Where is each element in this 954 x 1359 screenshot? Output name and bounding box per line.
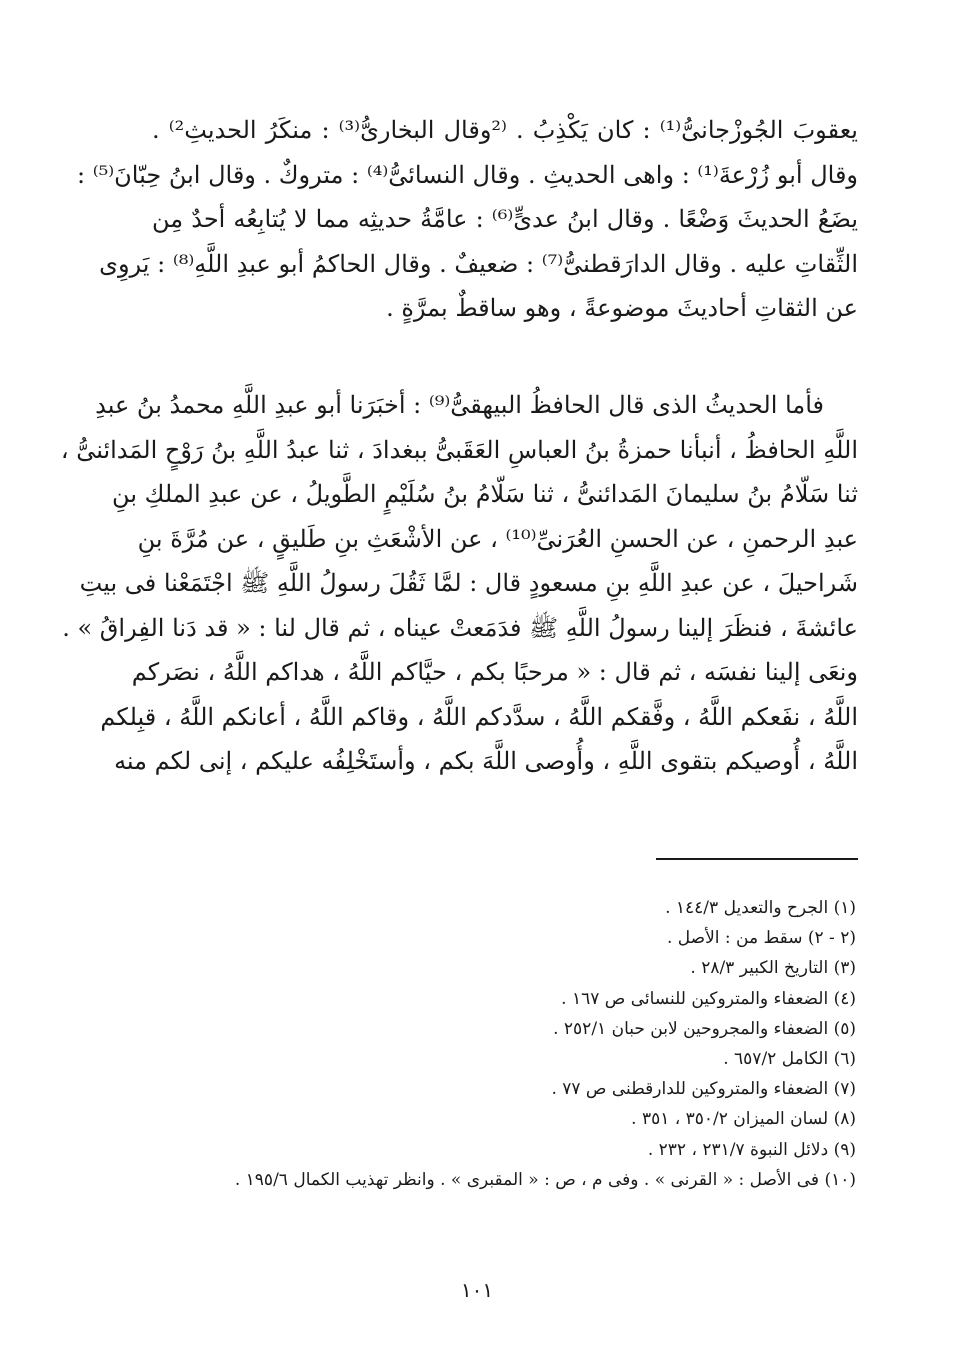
footnote: (٨) لسان الميزان ٣٥٠/٢ ، ٣٥١ . — [631, 1109, 856, 1130]
text-line: اللَّهُ ، أُوصيكم بتقوى اللَّهِ ، وأُوصى اللَّهَ بكم ، وأستَخْلِفُه عليكم ، إنى لكم منه — [114, 747, 858, 775]
footnote: (١) الجرح والتعديل ١٤٤/٣ . — [665, 898, 856, 918]
text-line: يضَعُ الحديثَ وَضْعًا . وقال ابنُ عدىٍّ⁽⁶⁾ : عامَّةُ حديثِه مما لا يُتابِعُه أحدٌ مِن — [152, 205, 859, 233]
text-line: شَراحيلَ ، عن عبدِ اللَّهِ بنِ مسعودٍ قال : لمَّا ثَقُلَ رسولُ اللَّهِ ﷺ اجْتَمَعْنا فى بيتِ — [79, 569, 858, 597]
text-line: عائشةَ ، فنظَرَ إلينا رسولُ اللَّهِ ﷺ فدَمَعتْ عيناه ، ثم قال لنا : « قد دَنا الفِراقُ » . — [62, 613, 858, 642]
footnote: (١٠) فى الأصل : « القرنى » . وفى م ، ص : « المقبرى » . وانظر تهذيب الكمال ١٩٥/٦ . — [234, 1169, 856, 1190]
footnote-separator — [656, 858, 858, 860]
text-line: ثنا سَلّامُ بنُ سليمانَ المَدائنىُّ ، ثنا سَلّامُ بنُ سُلَيْمٍ الطَّويلُ ، عن عبدِ الملكِ بنِ — [112, 480, 858, 508]
text-line: وقال أبو زُرْعةَ⁽¹⁾ : واهى الحديثِ . وقال النسائىُّ⁽⁴⁾ : متروكٌ . وقال ابنُ حِبّانَ⁽⁵⁾ : — [77, 160, 858, 189]
text-line: اللَّهِ الحافظُ ، أنبأنا حمزةُ بنُ العباسِ العَقَبىُّ ببغدادَ ، ثنا عبدُ اللَّهِ بنُ رَوْحٍ المَدائنىُّ ، — [60, 435, 858, 464]
footnote: (٢ - ٢) سقط من : الأصل . — [666, 928, 856, 949]
page-number: ١٠١ — [460, 1278, 494, 1302]
text-line: يعقوبَ الجُوزْجانىُّ⁽¹⁾ : كان يَكْذِبُ . ⁽²وقال البخارىُّ⁽³⁾ : منكَرُ الحديثِ²⁾ . — [152, 116, 858, 144]
paragraph-2 — [60, 383, 858, 784]
text-line: ونعَى إلينا نفسَه ، ثم قال : « مرحبًا بكم ، حيَّاكم اللَّهُ ، هداكم اللَّهُ ، نصَركم — [131, 658, 858, 686]
footnotes-list — [156, 893, 856, 1195]
footnote: (٧) الضعفاء والمتروكين للدارقطنى ص ٧٧ . — [551, 1079, 856, 1100]
footnote: (٥) الضعفاء والمجروحين لابن حبان ٢٥٢/١ . — [553, 1018, 856, 1039]
footnote: (٤) الضعفاء والمتروكين للنسائى ص ١٦٧ . — [561, 988, 856, 1009]
footnote: (٣) التاريخ الكبير ٢٨/٣ . — [690, 958, 856, 979]
text-line: عن الثقاتِ أحاديثَ موضوعةً ، وهو ساقطٌ بمرَّةٍ . — [386, 294, 858, 322]
footnote: (٦) الكامل ٦٥٧/٢ . — [723, 1049, 856, 1070]
text-line: فأما الحديثُ الذى قال الحافظُ البيهقىُّ⁽⁹⁾ : أخبَرَنا أبو عبدِ اللَّهِ محمدُ بنُ عبدِ — [95, 391, 824, 419]
paragraph-1 — [77, 108, 859, 331]
text-line: عبدِ الرحمنِ ، عن الحسنِ العُرَنىِّ⁽¹⁰⁾ ، عن الأشْعَثِ بنِ طَليقٍ ، عن مُرَّةَ بنِ — [137, 524, 858, 553]
footnote: (٩) دلائل النبوة ٢٣١/٧ ، ٢٣٢ . — [647, 1139, 856, 1160]
text-line: الثِّقاتِ عليه . وقال الدارَقطنىُّ⁽⁷⁾ : ضعيفٌ . وقال الحاكمُ أبو عبدِ اللَّهِ⁽⁸⁾ : يَروِى — [99, 249, 858, 278]
text-line: اللَّهُ ، نفَعكم اللَّهُ ، وفَّقكم اللَّهُ ، سدَّدكم اللَّهُ ، وقاكم اللَّهُ ، أعانكم اللَّهُ ، قبِلكم — [100, 702, 858, 731]
